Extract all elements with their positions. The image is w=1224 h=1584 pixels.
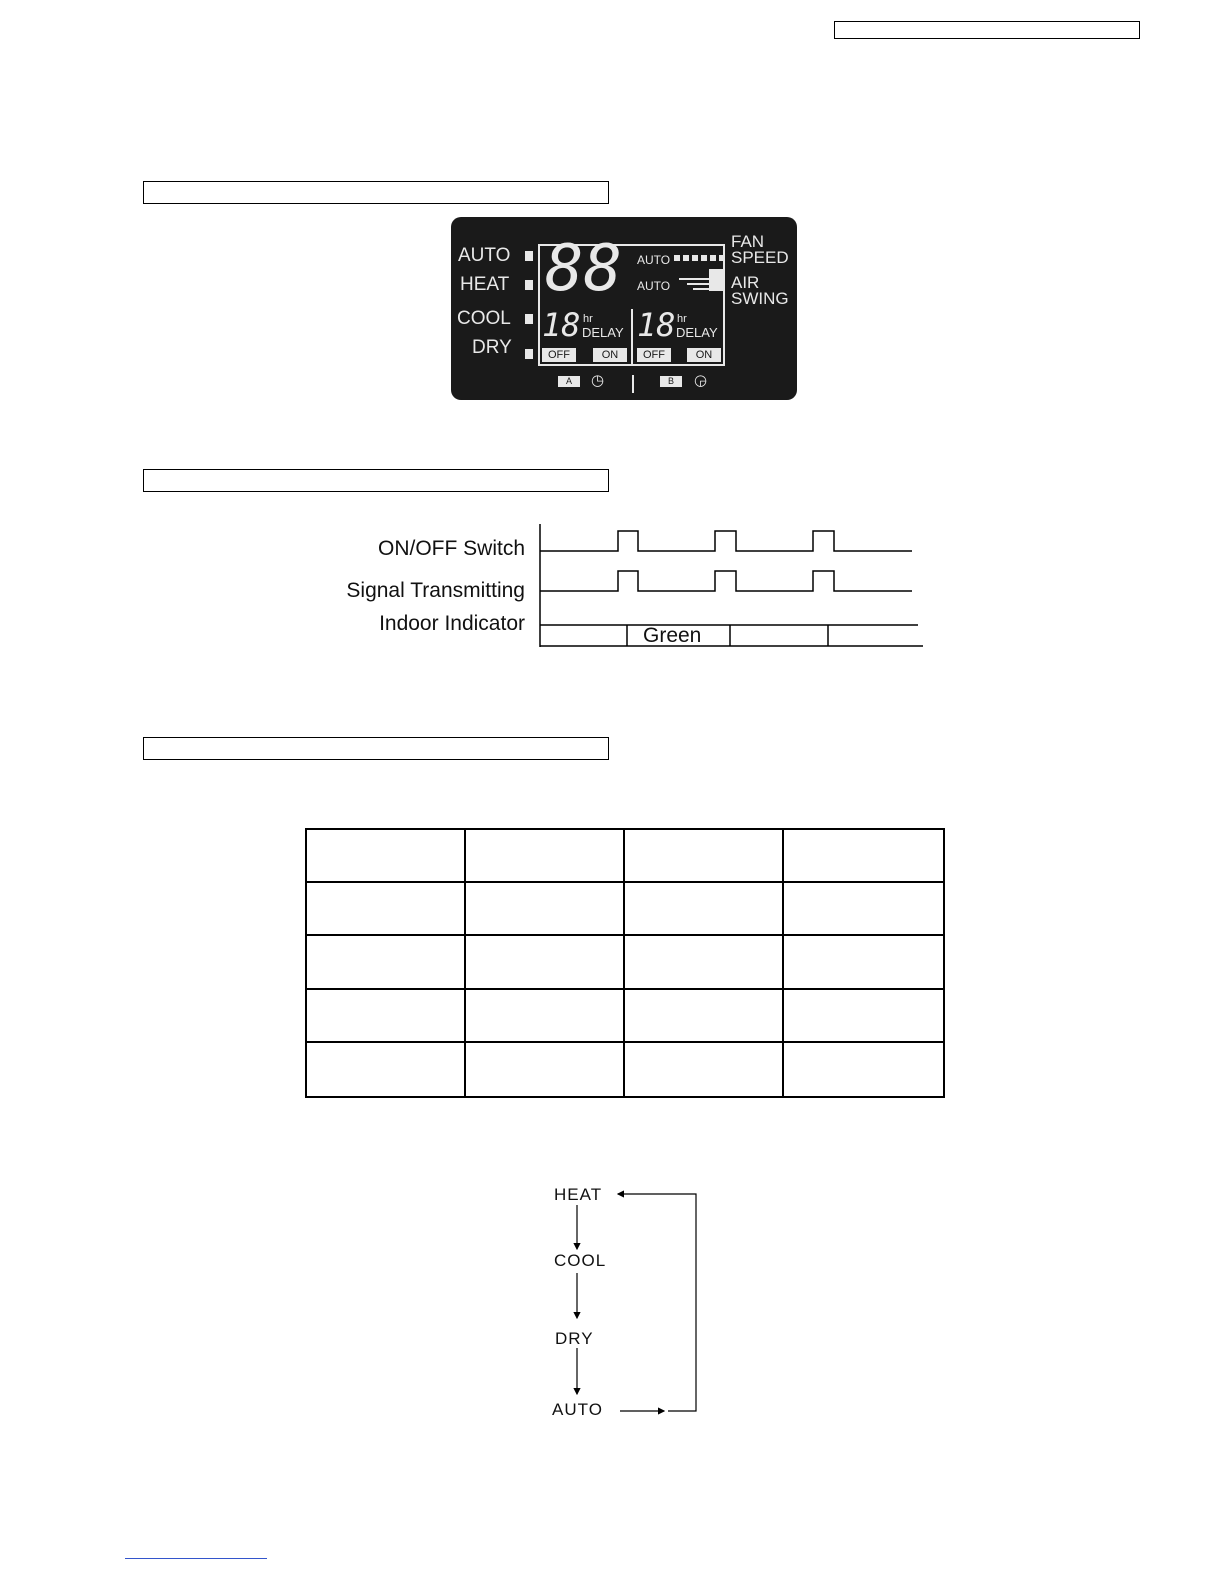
indoor-indicator-label: Indoor Indicator [379,612,525,635]
empty-table [305,828,945,1098]
table-cell [625,883,784,936]
temperature-digits: 88 [545,232,623,306]
timer-a-delay: DELAY [582,325,624,340]
flow-cool: COOL [554,1251,607,1270]
mode-cool-label: COOL [457,308,511,329]
table-cell [625,936,784,989]
indicator-green-segment: Green [643,624,702,647]
air-swing-icon [677,269,725,297]
signal-transmitting-label: Signal Transmitting [346,579,525,602]
timer-b-badge: B [660,376,682,387]
table-cell [466,990,625,1043]
timer-b-off: OFF [637,348,671,362]
table-cell [307,830,466,883]
flow-auto: AUTO [552,1400,603,1419]
fan-auto-label: AUTO [637,253,671,267]
mode-dry-label: DRY [472,337,512,358]
timer-a-hr: hr [583,313,593,325]
swing-label-line1: AIR [731,273,760,292]
footer-link-underline [125,1558,267,1559]
table-cell [625,990,784,1043]
table-cell [307,936,466,989]
on-off-switch-waveform [540,531,912,551]
table-cell [466,1043,625,1096]
timer-a-on: ON [593,348,627,362]
table-cell [784,1043,943,1096]
table-cell [466,883,625,936]
table-cell [784,830,943,883]
timer-b-clock-icon: ◶ [694,372,708,389]
table-cell [784,936,943,989]
flow-heat: HEAT [554,1185,603,1204]
section-heading-box-1 [143,181,609,204]
timer-b-delay: DELAY [676,325,718,340]
timer-a-off: OFF [542,348,576,362]
table-cell [307,883,466,936]
mode-heat-label: HEAT [460,274,510,295]
table-cell [784,883,943,936]
timer-a-digits: 18 [542,306,581,344]
table-cell [466,830,625,883]
remote-lcd-display [451,217,797,400]
mode-dry-marker [525,349,533,359]
timer-b-hr: hr [677,313,687,325]
mode-cool-marker [525,314,533,324]
table-cell [784,990,943,1043]
timer-divider [632,375,634,393]
mode-heat-marker [525,280,533,290]
mode-auto-label: AUTO [458,245,511,266]
mode-auto-marker [525,251,533,261]
signal-transmitting-waveform [540,571,912,591]
header-box [834,21,1140,39]
section-heading-box-3 [143,737,609,760]
table-cell [466,936,625,989]
swing-label-line2: SWING [731,289,789,308]
signal-timing-waveforms [535,520,930,652]
mode-flow-arrows [560,1185,705,1420]
fan-speed-bars-icon [674,255,724,261]
table-cell [307,1043,466,1096]
fan-label-line1: FAN [731,232,765,251]
flow-dry: DRY [555,1329,594,1348]
table-cell [307,990,466,1043]
on-off-switch-label: ON/OFF Switch [377,537,525,560]
table-cell [625,830,784,883]
fan-label-line2: SPEED [731,248,789,267]
section-heading-box-2 [143,469,609,492]
timer-a-badge: A [558,376,580,387]
timer-b-digits: 18 [637,306,676,344]
timer-a-clock-icon: ◷ [591,372,605,389]
table-cell [625,1043,784,1096]
swing-auto-label: AUTO [637,279,671,293]
timer-b-on: ON [687,348,721,362]
